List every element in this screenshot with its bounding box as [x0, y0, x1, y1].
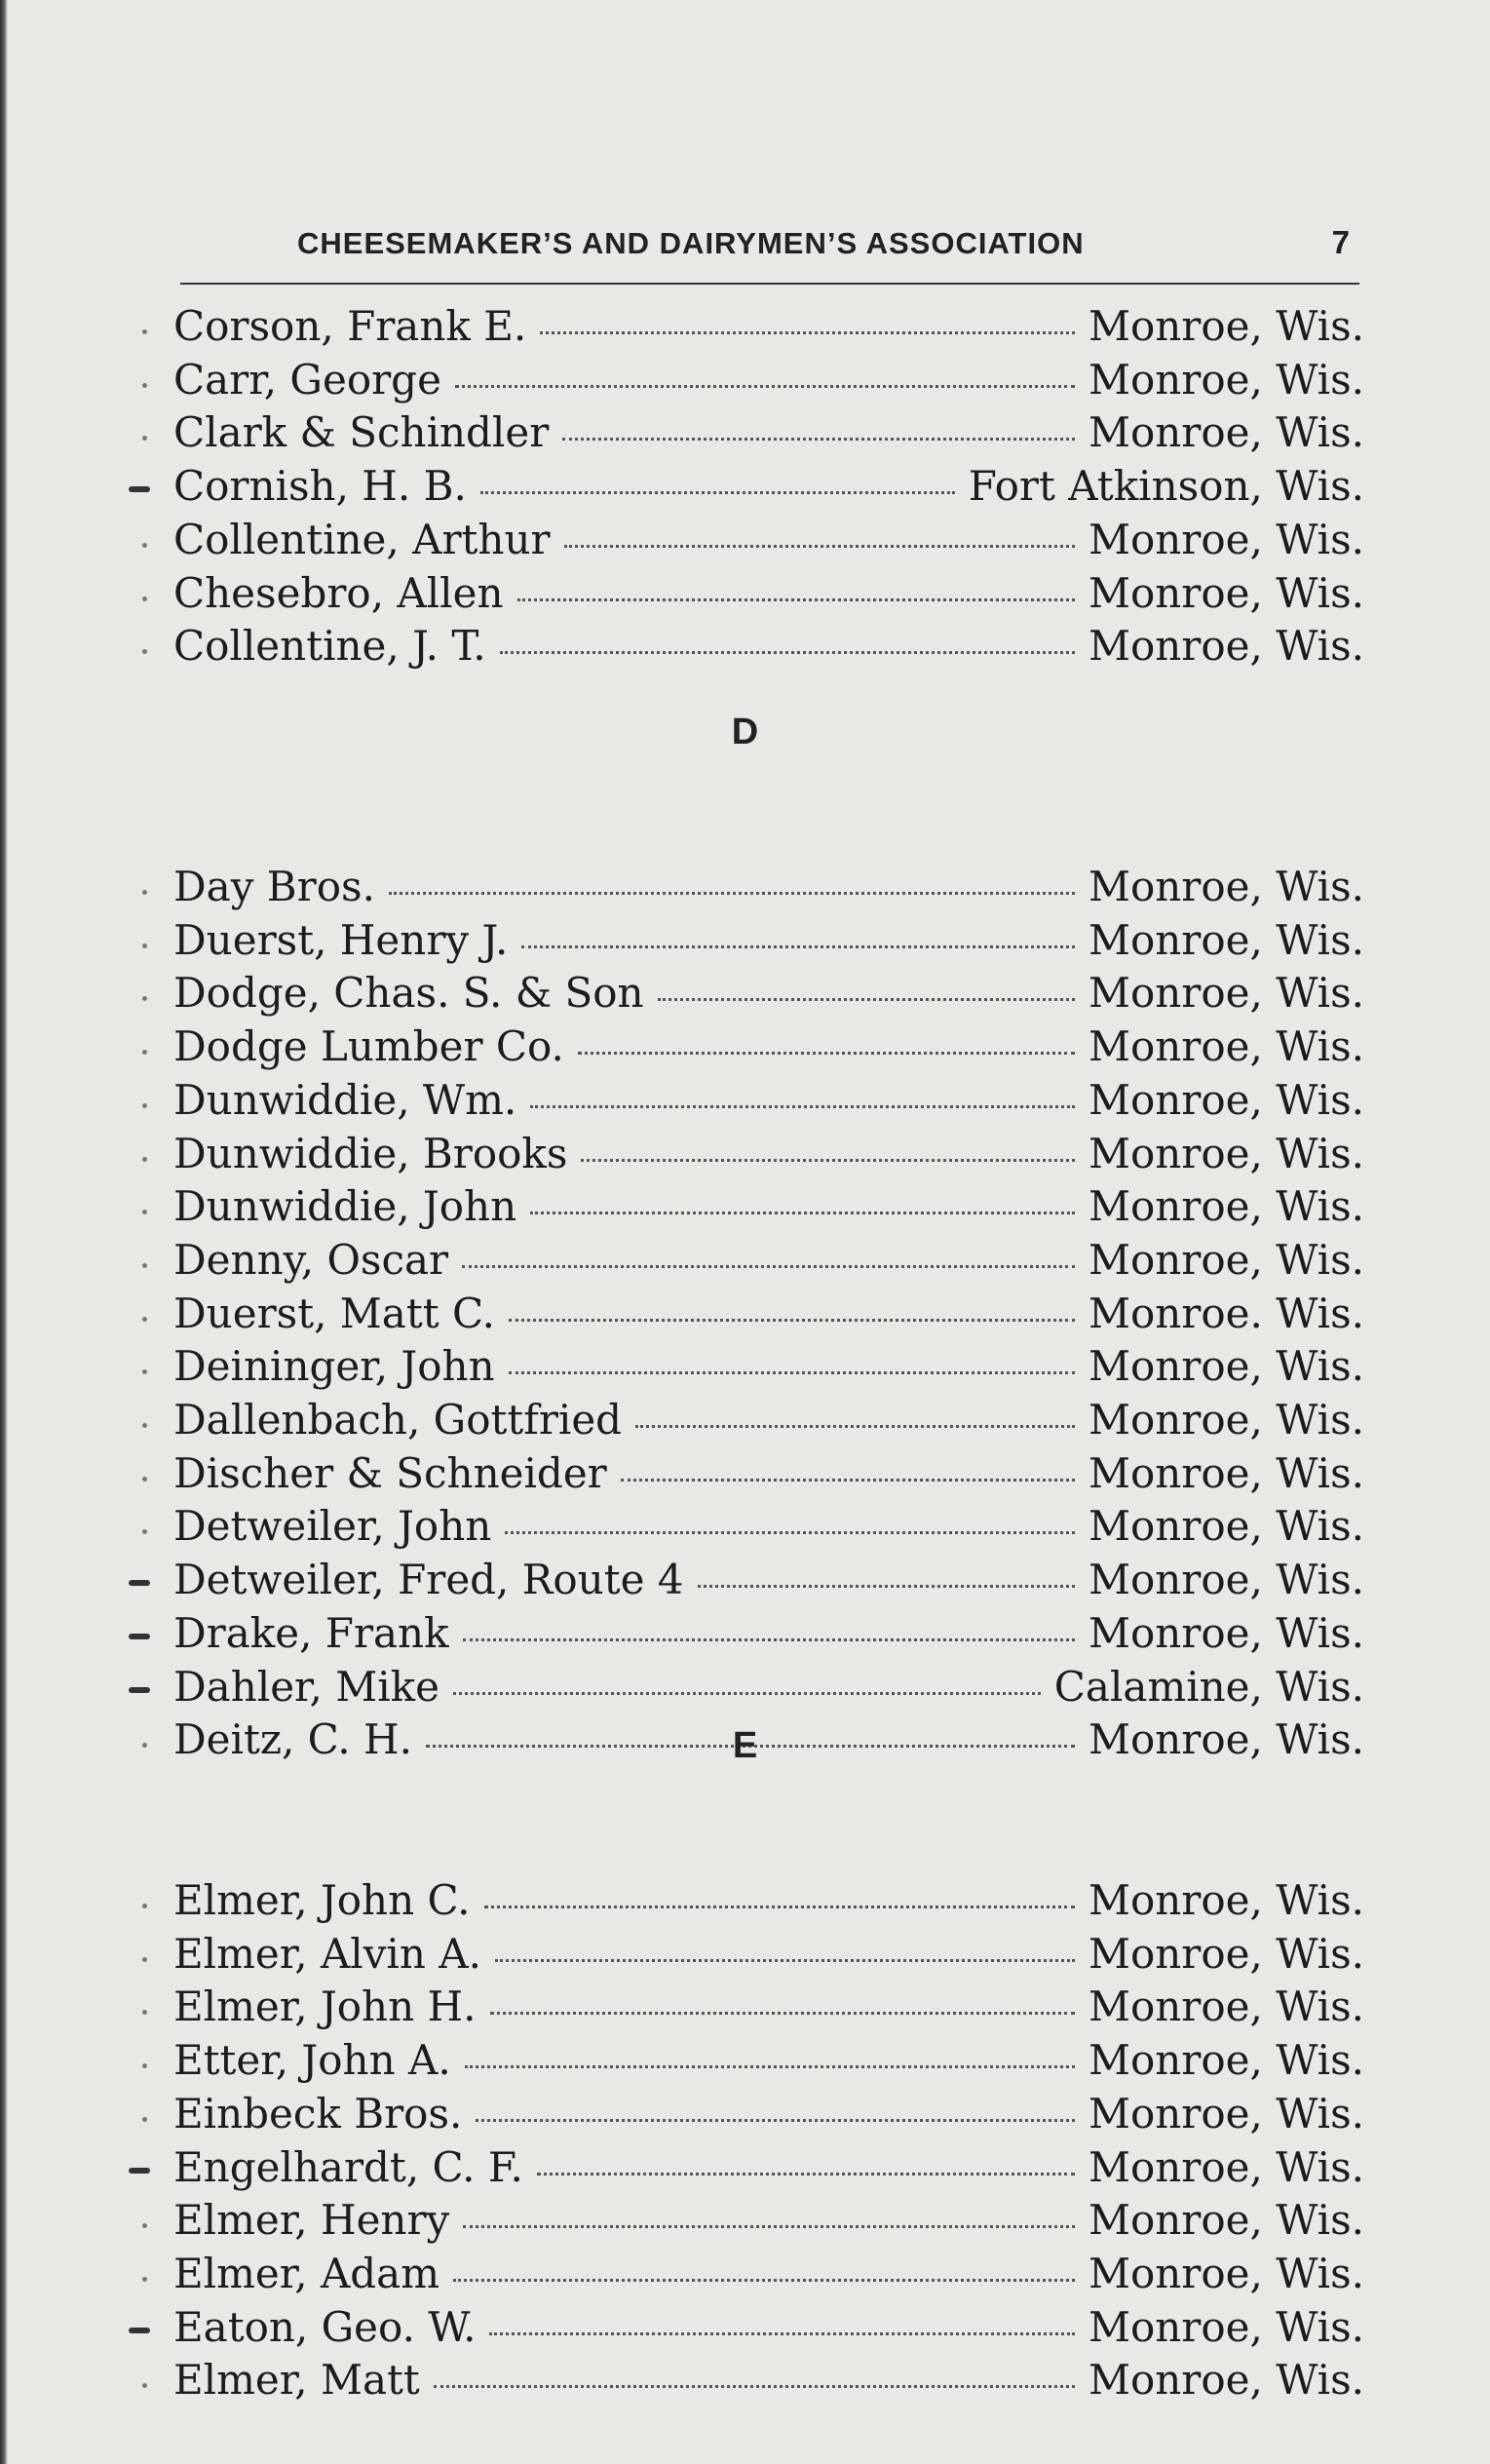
entry-name: Dunwiddie, Wm.	[173, 1075, 517, 1124]
entry-name: Corson, Frank E.	[173, 302, 527, 350]
entry-location: Monroe, Wis.	[1088, 408, 1364, 457]
dot-mark	[142, 2223, 147, 2228]
dot-leader	[453, 1692, 1041, 1695]
dash-mark	[129, 1687, 150, 1693]
page-binding-edge	[0, 0, 8, 2464]
entry-name: Elmer, Henry	[173, 2196, 450, 2245]
dot-leader	[434, 2385, 1075, 2388]
entry-location: Monroe, Wis.	[1088, 622, 1364, 671]
list-item	[173, 863, 1364, 911]
entry-name: Denny, Oscar	[173, 1235, 449, 1284]
entry-location: Monroe, Wis.	[1088, 915, 1364, 964]
entry-location: Monroe, Wis.	[1088, 1876, 1364, 1924]
dot-leader	[476, 2119, 1075, 2122]
entry-name: Dodge Lumber Co.	[173, 1022, 564, 1071]
dot-leader	[562, 438, 1075, 441]
dot-leader	[463, 1638, 1075, 1641]
list-item	[173, 2036, 1364, 2085]
header-rule	[180, 283, 1359, 285]
entry-name: Collentine, J. T.	[173, 622, 486, 671]
entry-location: Monroe, Wis.	[1088, 2196, 1364, 2245]
dot-mark	[142, 436, 147, 441]
entry-location: Monroe, Wis.	[1088, 1556, 1364, 1604]
dot-leader	[455, 385, 1075, 388]
dot-leader	[698, 1585, 1075, 1588]
entry-name: Clark & Schindler	[173, 408, 550, 457]
entry-name: Drake, Frank	[173, 1608, 449, 1657]
section-letter-d: D	[731, 712, 759, 752]
page-number: 7	[1331, 224, 1350, 260]
entry-location: Monroe. Wis.	[1088, 1289, 1364, 1337]
entry-location: Monroe, Wis.	[1088, 1448, 1364, 1497]
entry-location: Monroe, Wis.	[1088, 1502, 1364, 1551]
dot-mark	[142, 996, 147, 1001]
dot-leader	[463, 2225, 1075, 2228]
entry-name: Einbeck Bros.	[173, 2089, 463, 2137]
dash-mark	[129, 1580, 150, 1586]
dot-mark	[142, 1369, 147, 1374]
entry-location: Calamine, Wis.	[1053, 1662, 1364, 1711]
dash-mark	[129, 1634, 150, 1639]
entry-location: Monroe, Wis.	[1088, 863, 1364, 910]
list-item	[173, 1502, 1364, 1551]
dot-mark	[142, 329, 147, 334]
dot-mark	[142, 1157, 147, 1162]
dot-leader	[495, 1959, 1075, 1962]
entry-name: Dunwiddie, Brooks	[173, 1129, 568, 1177]
dot-mark	[142, 2277, 147, 2282]
dot-mark	[142, 943, 147, 948]
entry-location: Monroe, Wis.	[1088, 1129, 1364, 1177]
entry-location: Monroe, Wis.	[1088, 1342, 1364, 1391]
entry-name: Discher & Schneider	[173, 1448, 607, 1497]
dot-leader	[658, 998, 1075, 1001]
entry-name: Elmer, Adam	[173, 2249, 440, 2297]
dot-leader	[509, 1371, 1075, 1374]
dot-leader	[480, 491, 955, 494]
entry-name: Dahler, Mike	[173, 1662, 439, 1711]
dot-mark	[142, 543, 147, 548]
entry-name: Etter, John A.	[173, 2036, 451, 2085]
dot-leader	[635, 1425, 1075, 1428]
dot-leader	[578, 1052, 1075, 1055]
dot-leader	[484, 1906, 1075, 1908]
dot-leader	[530, 1105, 1075, 1108]
entry-name: Collentine, Arthur	[173, 515, 551, 563]
entry-location: Monroe, Wis.	[1088, 2302, 1364, 2351]
entry-name: Elmer, Alvin A.	[173, 1929, 481, 1978]
section-letter-e: E	[732, 1725, 758, 1766]
entry-location: Monroe, Wis.	[1088, 568, 1364, 617]
entry-name: Elmer, John C.	[173, 1876, 471, 1924]
dot-mark	[142, 2010, 147, 2015]
entry-location: Monroe, Wis.	[1088, 2036, 1364, 2085]
entry-name: Engelhardt, C. F.	[173, 2142, 523, 2191]
dash-mark	[129, 2328, 150, 2333]
list-item	[173, 916, 1364, 965]
dot-leader	[530, 1212, 1075, 1214]
dash-mark	[129, 486, 150, 492]
list-item	[173, 1076, 1364, 1125]
dot-mark	[142, 1957, 147, 1962]
list-item	[173, 408, 1364, 457]
list-item	[173, 2356, 1364, 2405]
list-item	[173, 569, 1364, 618]
entry-location: Monroe, Wis.	[1088, 1929, 1364, 1978]
entry-name: Eaton, Geo. W.	[173, 2302, 477, 2351]
entry-name: Elmer, Matt	[173, 2356, 420, 2405]
dot-mark	[142, 1423, 147, 1428]
dot-mark	[142, 1050, 147, 1055]
list-item	[173, 1290, 1364, 1338]
dot-leader	[581, 1159, 1075, 1162]
list-item	[173, 622, 1364, 671]
dot-leader	[490, 2012, 1075, 2015]
entry-name: Deininger, John	[173, 1342, 495, 1391]
entry-location: Monroe, Wis.	[1088, 355, 1364, 404]
entry-location: Monroe, Wis.	[1088, 1182, 1364, 1231]
entry-name: Dunwiddie, John	[173, 1182, 517, 1231]
entry-location: Monroe, Wis.	[1088, 2142, 1364, 2191]
dot-leader	[517, 598, 1075, 601]
dot-leader	[489, 2332, 1075, 2335]
entry-location: Monroe, Wis.	[1088, 1608, 1364, 1657]
entry-location: Monroe, Wis.	[1088, 1235, 1364, 1284]
entry-name: Deitz, C. H.	[173, 1715, 412, 1764]
entry-location: Monroe, Wis.	[1088, 2249, 1364, 2297]
dash-mark	[129, 2168, 150, 2174]
list-item	[173, 516, 1364, 564]
list-item	[173, 1182, 1364, 1231]
entry-name: Duerst, Henry J.	[173, 915, 509, 964]
list-item	[173, 1236, 1364, 1285]
list-item	[173, 302, 1364, 351]
list-item	[173, 2196, 1364, 2245]
entry-location: Monroe, Wis.	[1088, 1396, 1364, 1444]
dot-leader	[500, 651, 1075, 654]
list-item	[173, 1663, 1364, 1712]
entry-name: Dodge, Chas. S. & Son	[173, 969, 644, 1018]
list-item	[173, 1556, 1364, 1604]
dot-mark	[142, 2117, 147, 2122]
list-item	[173, 1396, 1364, 1444]
dot-leader	[453, 2279, 1075, 2282]
list-item	[173, 1022, 1364, 1071]
dot-mark	[142, 2383, 147, 2388]
dot-mark	[142, 1210, 147, 1214]
entry-name: Elmer, John H.	[173, 1983, 477, 2031]
list-item	[173, 969, 1364, 1018]
list-item	[173, 2090, 1364, 2138]
entry-name: Dallenbach, Gottfried	[173, 1396, 623, 1444]
entry-name: Carr, George	[173, 355, 441, 404]
entry-location: Monroe, Wis.	[1088, 2356, 1364, 2405]
list-item	[173, 1876, 1364, 1925]
entry-name: Day Bros.	[173, 863, 375, 910]
entry-name: Duerst, Matt C.	[173, 1289, 495, 1337]
dot-leader	[505, 1531, 1075, 1534]
dot-mark	[142, 597, 147, 601]
dot-leader	[509, 1319, 1075, 1322]
entry-name: Chesebro, Allen	[173, 568, 504, 617]
entry-location: Monroe, Wis.	[1088, 2089, 1364, 2137]
dot-leader	[540, 331, 1075, 334]
dot-mark	[142, 1529, 147, 1534]
dot-leader	[564, 545, 1075, 548]
entry-location: Monroe, Wis.	[1088, 302, 1364, 350]
dot-mark	[142, 1103, 147, 1108]
dot-leader	[465, 2065, 1075, 2068]
list-item	[173, 1130, 1364, 1178]
list-item	[173, 356, 1364, 404]
dot-mark	[142, 890, 147, 895]
list-item	[173, 2143, 1364, 2192]
dot-leader	[537, 2173, 1075, 2175]
dot-leader	[462, 1265, 1075, 1268]
dot-mark	[142, 383, 147, 388]
list-item	[173, 1983, 1364, 2031]
entry-name: Cornish, H. B.	[173, 462, 467, 511]
header-title: CHEESEMAKER’S AND DAIRYMEN’S ASSOCIATION	[297, 226, 1085, 260]
dot-leader	[389, 892, 1075, 895]
list-item	[173, 2250, 1364, 2298]
page-header	[180, 222, 1359, 281]
entry-location: Monroe, Wis.	[1088, 515, 1364, 563]
dot-leader	[521, 945, 1075, 948]
entry-location: Monroe, Wis.	[1088, 1075, 1364, 1124]
entry-name: Detweiler, Fred, Route 4	[173, 1556, 684, 1604]
dot-mark	[142, 1317, 147, 1322]
dot-leader	[621, 1479, 1075, 1482]
entry-location: Monroe, Wis.	[1088, 969, 1364, 1018]
dot-mark	[142, 1477, 147, 1482]
list-item	[173, 2303, 1364, 2352]
dot-mark	[142, 1263, 147, 1268]
dot-mark	[142, 1904, 147, 1908]
list-item	[173, 462, 1364, 511]
list-item	[173, 1449, 1364, 1498]
list-item	[173, 1342, 1364, 1391]
entry-location: Monroe, Wis.	[1088, 1983, 1364, 2031]
list-item	[173, 1609, 1364, 1658]
entry-location: Monroe, Wis.	[1088, 1022, 1364, 1071]
dot-mark	[142, 649, 147, 654]
entry-location: Fort Atkinson, Wis.	[968, 462, 1364, 511]
list-item	[173, 1930, 1364, 1979]
entry-name: Detweiler, John	[173, 1502, 492, 1551]
entry-location: Monroe, Wis.	[1088, 1715, 1364, 1764]
dot-mark	[142, 2063, 147, 2068]
